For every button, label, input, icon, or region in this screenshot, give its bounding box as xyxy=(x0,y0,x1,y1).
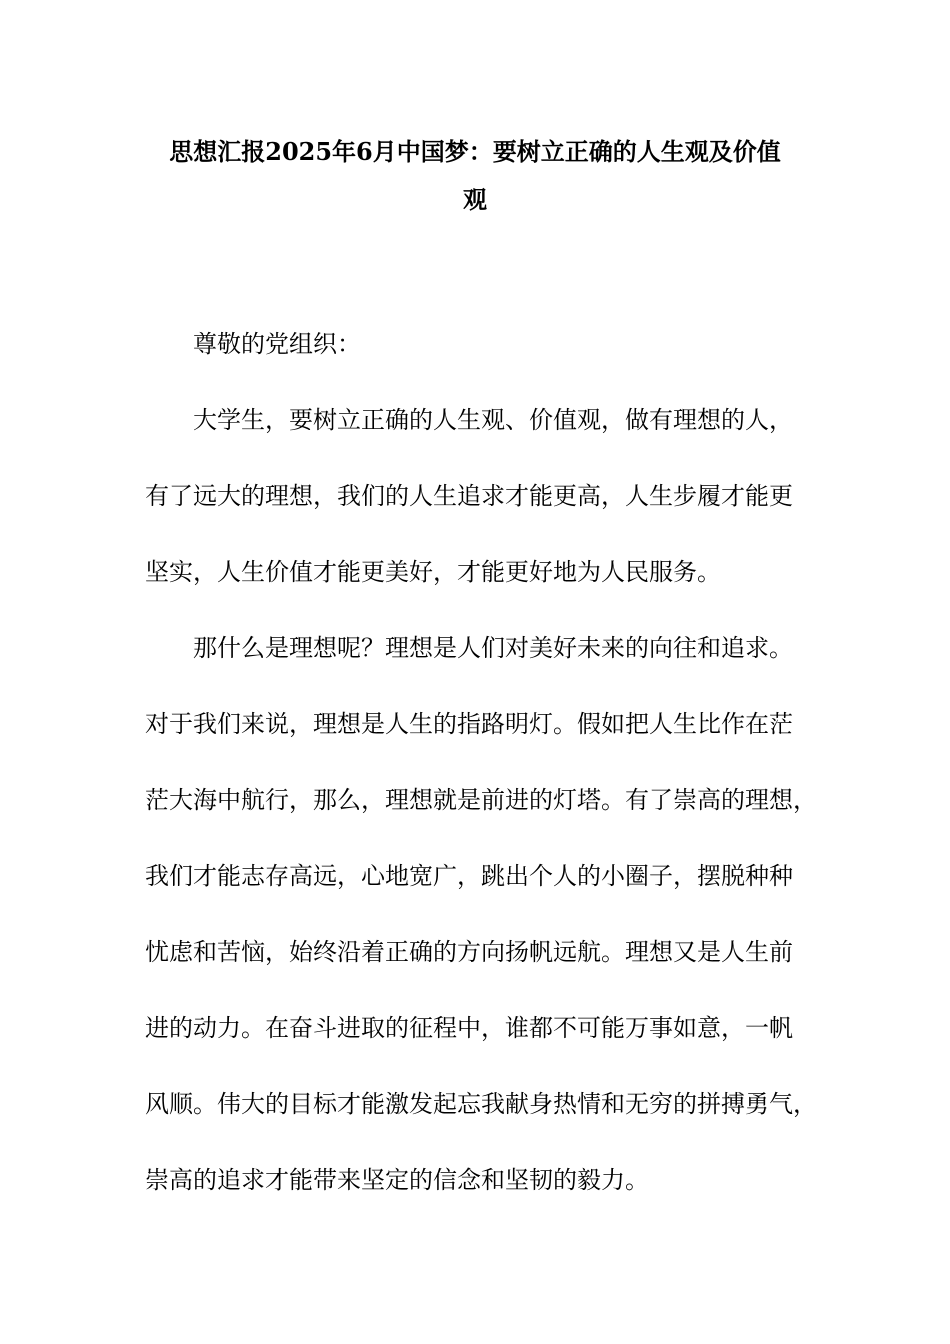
paragraph-line: 坚实，人生价值才能更美好，才能更好地为人民服务。 xyxy=(145,558,721,586)
paragraph-line: 我们才能志存高远，心地宽广，跳出个人的小圈子，摆脱种种 xyxy=(145,862,793,890)
document-title xyxy=(145,128,805,224)
title-line-1: 思想汇报2025年6月中国梦：要树立正确的人生观及价值 xyxy=(169,137,781,166)
paragraph-line: 那什么是理想呢？理想是人们对美好未来的向往和追求。 xyxy=(193,634,793,662)
paragraph-2 xyxy=(145,610,817,1218)
paragraph-line: 大学生，要树立正确的人生观、价值观，做有理想的人， xyxy=(193,406,793,434)
paragraph-line: 茫大海中航行，那么，理想就是前进的灯塔。有了崇高的理想， xyxy=(145,786,817,814)
paragraph-line: 进的动力。在奋斗进取的征程中，谁都不可能万事如意，一帆 xyxy=(145,1014,793,1042)
paragraph-line: 崇高的追求才能带来坚定的信念和坚韧的毅力。 xyxy=(145,1166,649,1194)
document-body xyxy=(145,306,817,1218)
salutation: 尊敬的党组织： xyxy=(193,330,361,358)
paragraph-line: 有了远大的理想，我们的人生追求才能更高，人生步履才能更 xyxy=(145,482,793,510)
paragraph-1 xyxy=(145,382,810,610)
paragraph-line: 对于我们来说，理想是人生的指路明灯。假如把人生比作在茫 xyxy=(145,710,793,738)
paragraph-line: 忧虑和苦恼，始终沿着正确的方向扬帆远航。理想又是人生前 xyxy=(145,938,793,966)
paragraph-line: 风顺。伟大的目标才能激发起忘我献身热情和无穷的拼搏勇气， xyxy=(145,1090,817,1118)
title-line-2: 观 xyxy=(463,185,487,214)
